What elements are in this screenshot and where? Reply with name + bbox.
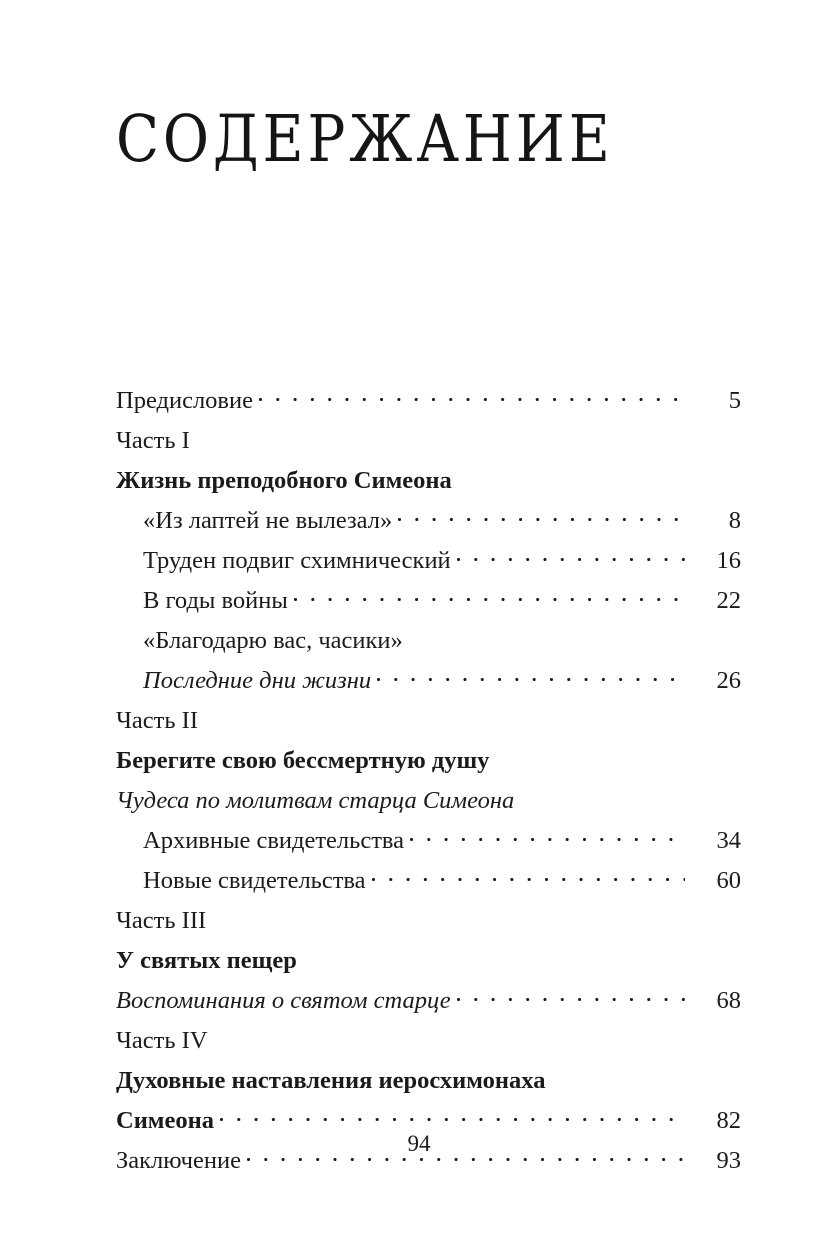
toc-entry-ch-novye[interactable] <box>116 861 741 901</box>
toc-entry-label: «Благодарю вас, часики» <box>143 627 403 654</box>
toc-entry-part-3-subtitle[interactable] <box>116 981 741 1021</box>
toc-entry-ch-truden-podvig[interactable] <box>116 541 741 581</box>
toc-entry-predislovie[interactable] <box>116 381 741 421</box>
toc-entry-part-4-label[interactable] <box>116 1021 741 1061</box>
dot-leader <box>212 904 685 929</box>
toc-entry-part-4-title-line1[interactable] <box>116 1061 741 1101</box>
toc-entry-part-1-title[interactable] <box>116 461 741 501</box>
toc-entry-part-2-label[interactable] <box>116 701 741 741</box>
toc-entry-page-number: 5 <box>728 387 741 414</box>
toc-entry-page-number: 8 <box>728 507 741 534</box>
toc-entry-label: Симеона <box>116 1107 214 1134</box>
toc-entry-page-number: 22 <box>716 587 741 614</box>
toc-entry-label: У святых пещер <box>116 947 297 974</box>
toc-entry-label: Часть I <box>116 427 190 454</box>
toc-entry-page-number: 34 <box>716 827 741 854</box>
dot-leader <box>214 1024 685 1049</box>
page-folio: 94 <box>407 1131 431 1156</box>
toc-entry-label: Воспоминания о святом старце <box>116 987 451 1014</box>
dot-leader <box>259 384 685 409</box>
toc-entry-label: Новые свидетельства <box>143 867 366 894</box>
dot-leader <box>294 584 685 609</box>
toc-entry-label: Предисловие <box>116 387 253 414</box>
toc-entry-label: Часть IV <box>116 1027 208 1054</box>
toc-entry-page-number: 26 <box>716 667 741 694</box>
toc-list <box>116 381 741 1181</box>
dot-leader <box>457 984 685 1009</box>
toc-entry-part-1-label[interactable] <box>116 421 741 461</box>
toc-entry-part-2-subtitle[interactable] <box>116 781 741 821</box>
toc-entry-label: Часть III <box>116 907 207 934</box>
toc-entry-part-3-label[interactable] <box>116 901 741 941</box>
dot-leader <box>398 504 685 529</box>
toc-entry-page-number: 93 <box>716 1147 741 1174</box>
dot-leader <box>520 784 685 809</box>
toc-entry-page-number: 82 <box>716 1107 741 1134</box>
dot-leader <box>409 624 685 649</box>
toc-entry-label: В годы войны <box>143 587 288 614</box>
toc-entry-ch-arhivnye[interactable] <box>116 821 741 861</box>
toc-entry-page-number: 68 <box>716 987 741 1014</box>
toc-entry-label: Заключение <box>116 1147 241 1174</box>
toc-entry-label: Труден подвиг схимнический <box>143 547 451 574</box>
dot-leader <box>303 944 685 969</box>
dot-leader <box>220 1104 685 1129</box>
toc-entry-part-3-title[interactable] <box>116 941 741 981</box>
toc-entry-part-2-title[interactable] <box>116 741 741 781</box>
toc-entry-label: Чудеса по молитвам старца Симеона <box>116 787 515 814</box>
page-title: СОДЕРЖАНИЕ <box>116 100 614 177</box>
toc-entry-ch-poslednie-dni[interactable] <box>116 661 741 701</box>
dot-leader <box>457 544 685 569</box>
toc-entry-label: Берегите свою бессмертную душу <box>116 747 490 774</box>
toc-entry-label: Жизнь преподобного Симеона <box>116 467 452 494</box>
toc-entry-label: Часть II <box>116 707 198 734</box>
dot-leader <box>377 664 685 689</box>
toc-entry-ch-v-gody-voyny[interactable] <box>116 581 741 621</box>
toc-entry-label: Духовные наставления иеросхимонаха <box>116 1067 546 1094</box>
toc-entry-label: Последние дни жизни <box>143 667 372 694</box>
dot-leader <box>204 704 685 729</box>
toc-entry-ch-blagodaryu-vas[interactable] <box>116 621 741 661</box>
dot-leader <box>458 464 685 489</box>
toc-entry-label: Архивные свидетельства <box>143 827 405 854</box>
dot-leader <box>551 1064 685 1089</box>
toc-entry-ch-iz-laptey[interactable] <box>116 501 741 541</box>
dot-leader <box>495 744 685 769</box>
toc-entry-label: «Из лаптей не вылезал» <box>143 507 393 534</box>
dot-leader <box>410 824 685 849</box>
dot-leader <box>372 864 685 889</box>
toc-entry-page-number: 60 <box>716 867 741 894</box>
toc-entry-page-number: 16 <box>716 547 741 574</box>
dot-leader <box>196 424 685 449</box>
